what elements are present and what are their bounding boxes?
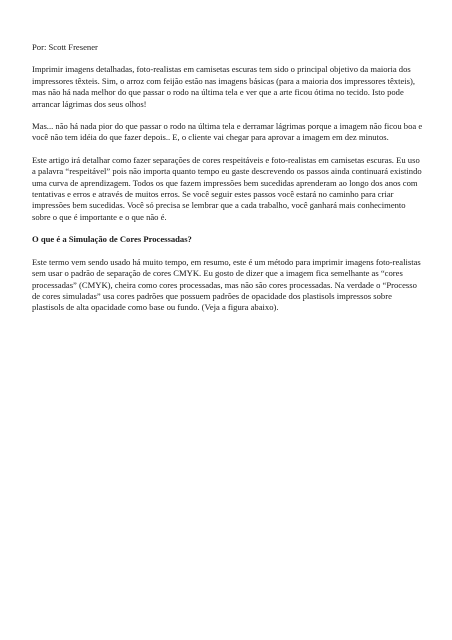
- author-line: Por: Scott Fresener: [32, 42, 98, 52]
- document-body: [32, 42, 424, 325]
- section-paragraph-1: Este termo vem sendo usado há muito tempo, em resumo, este é um método para imprimir imagens foto-realistas sem usar o padrão de separação de cores CMYK. Eu gosto de dizer que a imagem fica semelhante as “cores processadas” (CMYK), cheira como cores processadas, mas não são cores processadas. Na verdade o “Processo de cores simuladas” usa cores padrões que possuem padrões de opacidade dos plastisols impressos sobre plastisols de alta opacidade como base ou fundo. (Veja a figura abaixo).: [32, 256, 421, 313]
- intro-paragraph-1: Imprimir imagens detalhadas, foto-realistas em camisetas escuras tem sido o principal objetivo da maioria dos impressores têxteis. Sim, o arroz com feijão estão nas imagens básicas (para a maioria dos impressores têxteis), mas não há nada melhor do que passar o rodo na última tela e ver que a arte ficou ótima no tecido. Isto pode arrancar lágrimas dos seus olhos!: [32, 64, 416, 109]
- intro-paragraph-3: Este artigo irá detalhar como fazer separações de cores respeitáveis e foto-realistas em camisetas escuras. Eu uso a palavra “respeitável” pois não importa quanto tempo eu gaste descrevendo os passos ainda continuará existindo uma curva de aprendizagem. Todos os que fazem impressões bem sucedidas aprenderam ao longo dos anos com tentativas e erros e através de muitos erros. Se você seguir estes passos você estará no caminho para criar impressões bem sucedidas. Você só precisa se lembrar que a cada trabalho, você ganhará mais conhecimento sobre o que é importante e o que não é.: [32, 154, 422, 222]
- section-heading: O que é a Simulação de Cores Processadas?: [32, 234, 192, 245]
- intro-paragraph-2: Mas... não há nada pior do que passar o rodo na última tela e derramar lágrimas porque a imagem não ficou boa e você não tem idéia do que fazer depois.. E, o cliente vai chegar para aprovar a imagem em dez minutos.: [32, 121, 423, 143]
